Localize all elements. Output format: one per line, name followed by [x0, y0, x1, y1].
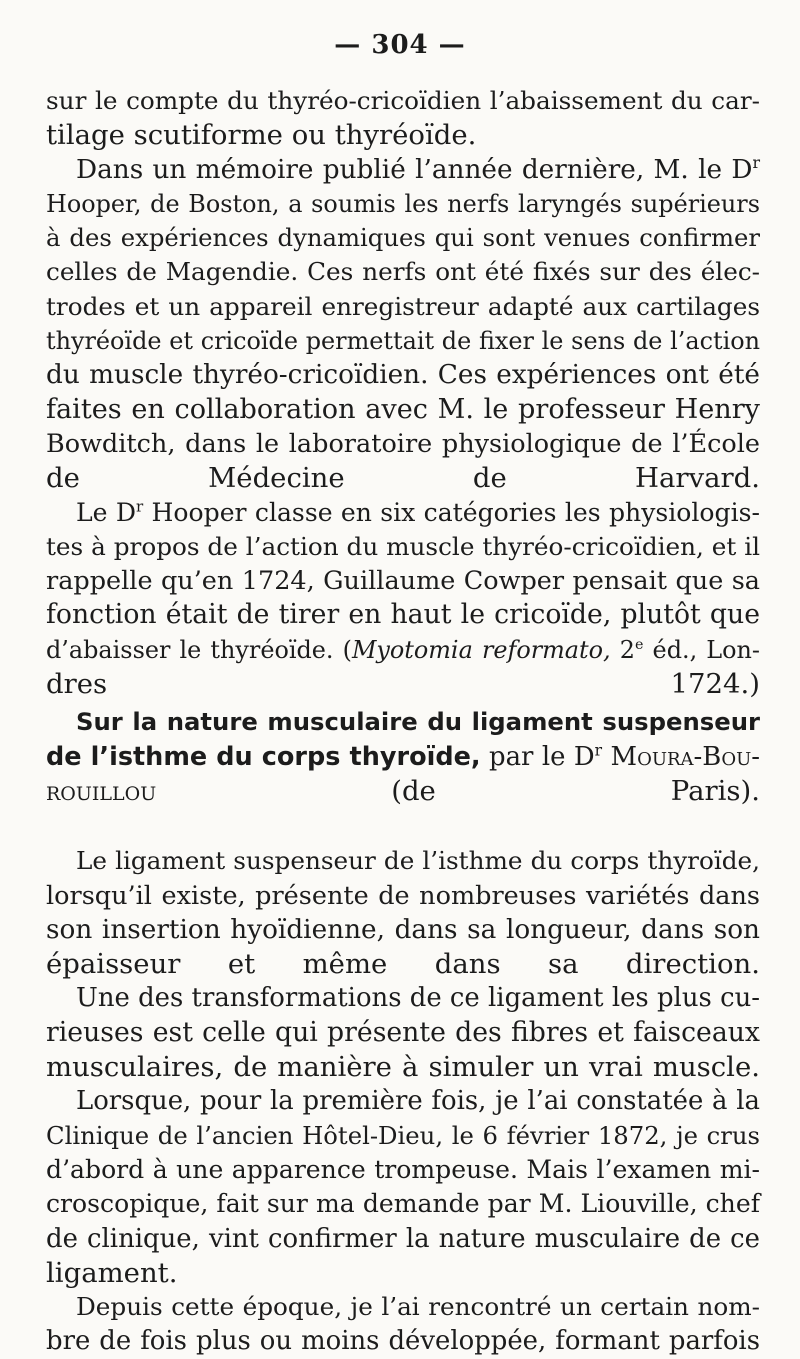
text-segment: d’abaisser le thyréoïde. ( [46, 635, 352, 664]
text-line: thyréoïde et cricoïde permettait de fixer le sens de l’action [46, 327, 760, 356]
text-line: Bowditch, dans le laboratoire physiologique de l’École [46, 428, 760, 459]
text-line: dres 1724.) [46, 668, 760, 701]
superscript: r [135, 497, 144, 516]
text-line: de Médecine de Harvard. [46, 462, 760, 495]
text-line: d’abord à une apparence trompeuse. Mais l’examen mi- [46, 1154, 760, 1184]
superscript: r [752, 152, 760, 172]
text-line: son insertion hyoïdienne, dans sa longueur, dans son [46, 914, 760, 945]
text-segment: (de Paris). [156, 774, 760, 807]
text-line: Hooper, de Boston, a soumis les nerfs laryngés supérieurs [46, 189, 760, 218]
text-line: Clinique de l’ancien Hôtel-Dieu, le 6 février 1872, je crus [46, 1120, 760, 1150]
text-line: Le ligament suspenseur de l’isthme du corps thyroïde, [76, 846, 760, 876]
text-segment: Le D [76, 497, 136, 527]
text-line: faites en collaboration avec M. le professeur Henry [46, 393, 760, 425]
author-name: rouillou [46, 774, 157, 807]
text-line [46, 633, 760, 667]
paragraph-3 [46, 496, 760, 702]
heading-title: Sur la nature musculaire du ligament suspenseur [76, 707, 760, 737]
text-segment: 2 [610, 635, 635, 664]
text-line: musculaires, de manière à simuler un vrai muscle. [46, 1051, 760, 1084]
page-body [46, 84, 760, 1359]
text-line: lorsqu’il existe, présente de nombreuses variétés dans [46, 880, 760, 911]
text-line: rieuses est celle qui présente des fibres et faisceaux [46, 1016, 760, 1048]
text-line: épaisseur et même dans sa direction. [46, 948, 760, 981]
text-segment: Hooper classe en six catégories les physiologis- [143, 497, 760, 527]
paragraph-2 [46, 153, 760, 496]
author-name: Moura-Bou- [602, 741, 760, 772]
text-line: de clinique, vint confirmer la nature musculaire de ce [46, 1223, 760, 1254]
superscript: r [594, 741, 603, 760]
superscript: e [634, 636, 644, 653]
text-line: ligament. [46, 1256, 178, 1289]
page-number: — 304 — [334, 30, 466, 60]
book-title: Myotomia reformato, [351, 635, 611, 664]
paragraph-6 [46, 1084, 760, 1290]
paragraph-1 [46, 84, 760, 153]
text-segment: par le D [480, 741, 595, 772]
text-line: fonction était de tirer en haut le cricoïde, plutôt que [46, 599, 760, 631]
text-segment: éd., Lon- [643, 635, 761, 664]
text-line [46, 496, 760, 530]
text-line [46, 153, 760, 187]
text-segment: Dans un mémoire publié l’année dernière, M. le D [76, 154, 753, 185]
text-line: trodes et un appareil enregistreur adapté aux cartilages [46, 291, 760, 321]
paragraph-4 [46, 844, 760, 981]
section-heading [46, 705, 760, 808]
paragraph-7 [46, 1290, 760, 1359]
text-line: Lorsque, pour la première fois, je l’ai constatée à la [76, 1086, 760, 1117]
text-line: tilage scutiforme ou thyréoïde. [46, 119, 477, 152]
text-line: Une des transformations de ce ligament les plus cu- [76, 983, 760, 1014]
text-line: bre de fois plus ou moins développée, formant parfois [46, 1326, 760, 1357]
text-line: à des expériences dynamiques qui sont venues confirmer [46, 223, 760, 253]
text-line: du muscle thyréo-cricoïdien. Ces expériences ont été [46, 360, 760, 391]
text-line: rappelle qu’en 1724, Guillaume Cowper pensait que sa [46, 566, 760, 597]
text-line: croscopique, fait sur ma demande par M. Liouville, chef [46, 1189, 760, 1219]
text-line: tes à propos de l’action du muscle thyréo-cricoïdien, et il [46, 531, 760, 561]
paragraph-5 [46, 981, 760, 1084]
text-line [46, 740, 760, 774]
text-line: celles de Magendie. Ces nerfs ont été fixés sur des élec- [46, 257, 760, 287]
text-line: Depuis cette époque, je l’ai rencontré un certain nom- [76, 1292, 760, 1322]
text-line: sur le compte du thyréo-cricoïdien l’abaissement du car- [46, 86, 760, 115]
text-line [46, 774, 760, 808]
heading-title: de l’isthme du corps thyroïde, [46, 741, 481, 772]
